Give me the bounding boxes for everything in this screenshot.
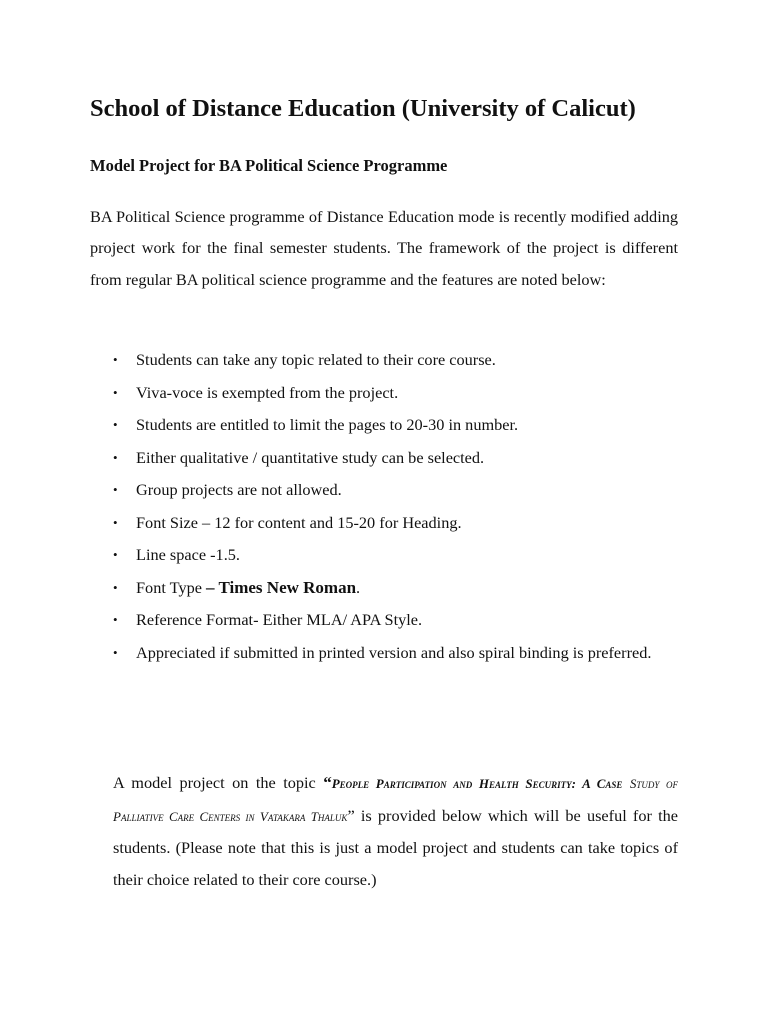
bullet-icon: • bbox=[113, 384, 118, 400]
bullet-icon: • bbox=[113, 417, 118, 432]
feature-text: Line space -1.5. bbox=[136, 545, 240, 564]
open-quote: “ bbox=[323, 773, 332, 792]
bullet-icon: • bbox=[113, 547, 118, 562]
font-type-value: – Times New Roman bbox=[206, 577, 357, 597]
list-item bbox=[90, 539, 678, 572]
bullet-icon: • bbox=[113, 482, 118, 497]
project-topic-bold: People Participation and Health Security: A Case bbox=[331, 776, 623, 791]
feature-text: Reference Format- Either MLA/ APA Style. bbox=[136, 610, 423, 629]
list-item bbox=[90, 344, 678, 377]
list-item bbox=[90, 409, 678, 442]
font-type-suffix: . bbox=[356, 577, 361, 597]
feature-text: Either qualitative / quantitative study can be selected. bbox=[136, 447, 485, 467]
feature-text: Font Size – 12 for content and 15-20 for Heading. bbox=[136, 512, 462, 532]
document-subtitle: Model Project for BA Political Science Programme bbox=[90, 156, 448, 175]
list-item bbox=[90, 637, 678, 669]
font-type-label: Font Type bbox=[136, 577, 207, 597]
closing-paragraph bbox=[113, 767, 678, 895]
close-quote: ” bbox=[347, 805, 355, 825]
document-title: School of Distance Education (University of Calicut) bbox=[90, 95, 636, 122]
project-topic-rest: Study of Palliative Care Centers in Vatakara Thaluk bbox=[113, 776, 678, 824]
closing-prefix: A model project on the topic bbox=[113, 773, 324, 792]
bullet-icon: • bbox=[113, 579, 118, 595]
list-item bbox=[90, 572, 678, 605]
bullet-icon: • bbox=[113, 352, 118, 367]
list-item bbox=[90, 442, 678, 475]
bullet-icon: • bbox=[113, 644, 118, 660]
feature-text: Viva-voce is exempted from the project. bbox=[136, 382, 399, 402]
list-item bbox=[90, 507, 678, 540]
bullet-icon: • bbox=[113, 612, 118, 627]
features-list bbox=[90, 344, 678, 669]
list-item bbox=[90, 474, 678, 507]
list-item bbox=[90, 377, 678, 410]
bullet-icon: • bbox=[113, 449, 118, 465]
list-item bbox=[90, 604, 678, 637]
feature-text: Group projects are not allowed. bbox=[136, 480, 342, 499]
feature-text: Appreciated if submitted in printed version and also spiral binding is preferred. bbox=[136, 642, 652, 662]
intro-paragraph: BA Political Science programme of Distance Education mode is recently modified adding project work for the final semester students. The framework of the project is different from regular BA political science programme and the features are noted below: bbox=[90, 207, 678, 289]
feature-text: Students are entitled to limit the pages to 20-30 in number. bbox=[136, 415, 519, 434]
feature-text: Students can take any topic related to their core course. bbox=[136, 350, 496, 369]
closing-suffix: is provided below which will be useful for the students. (Please note that this is just a model project and students can take topics of their choice related to their core course.) bbox=[113, 805, 678, 889]
bullet-icon: • bbox=[113, 514, 118, 530]
